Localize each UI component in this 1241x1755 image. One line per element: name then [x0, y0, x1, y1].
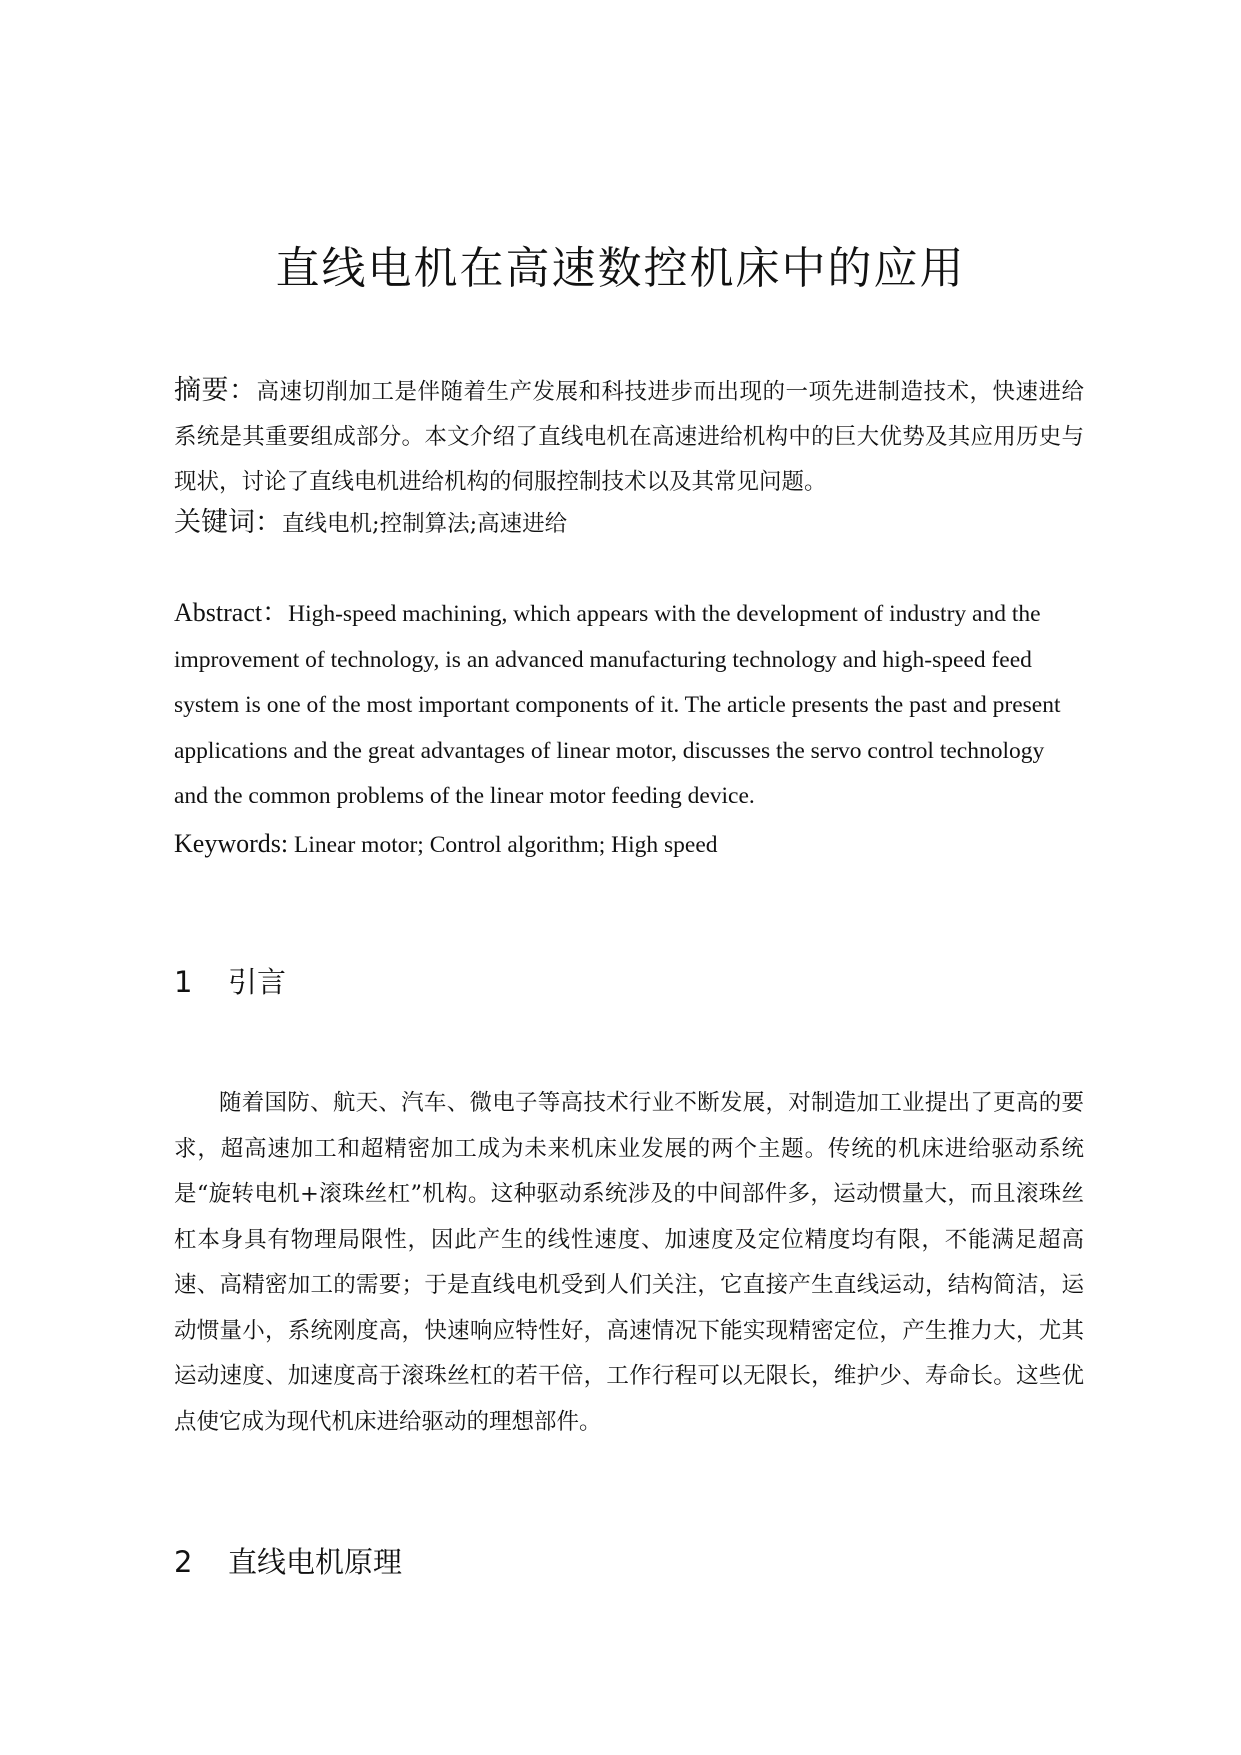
chinese-abstract — [174, 368, 1084, 505]
english-keywords-label: Keywords: — [174, 829, 289, 858]
chinese-abstract-label: 摘要： — [174, 375, 257, 406]
page-title: 直线电机在高速数控机床中的应用 — [275, 243, 966, 294]
section-title: 引言 — [228, 965, 287, 999]
section-number: 2 — [174, 1545, 193, 1579]
english-abstract-text: High-speed machining, which appears with the development of industry and the improvement of technology, is an advanced manufacturing technology and high-speed feed system is one of the most important components of it. The article presents the past and present applications and the great advantages of linear motor, discusses the servo control technology and the common problems of the linear motor feeding device. — [174, 601, 1061, 809]
english-keywords — [174, 826, 1084, 863]
chinese-keywords — [174, 505, 1084, 542]
chinese-abstract-text: 高速切削加工是伴随着生产发展和科技进步而出现的一项先进制造技术，快速进给系统是其重要组成部分。本文介绍了直线电机在高速进给机构中的巨大优势及其应用历史与现状，讨论了直线电机进给机构的伺服控制技术以及其常见问题。 — [174, 379, 1084, 495]
section-number: 1 — [174, 965, 193, 999]
english-keywords-text: Linear motor; Control algorithm; High speed — [293, 832, 718, 858]
chinese-keywords-label: 关键词： — [174, 507, 282, 538]
section-heading-linear-motor-principle — [174, 1540, 402, 1581]
section-heading-introduction — [174, 960, 286, 1001]
english-abstract — [174, 590, 1084, 820]
section-title: 直线电机原理 — [228, 1545, 403, 1579]
chinese-keywords-text: 直线电机;控制算法;高速进给 — [282, 511, 568, 537]
introduction-paragraph: 随着国防、航天、汽车、微电子等高技术行业不断发展，对制造加工业提出了更高的要求，超高速加工和超精密加工成为未来机床业发展的两个主题。传统的机床进给驱动系统是“旋转电机+滚珠丝杠”机构。这种驱动系统涉及的中间部件多，运动惯量大，而且滚珠丝杠本身具有物理局限性，因此产生的线性速度、加速度及定位精度均有限，不能满足超高速、高精密加工的需要；于是直线电机受到人们关注，它直接产生直线运动，结构简洁，运动惯量小，系统刚度高，快速响应特性好，高速情况下能实现精密定位，产生推力大，尤其运动速度、加速度高于滚珠丝杠的若干倍，工作行程可以无限长，维护少、寿命长。这些优点使它成为现代机床进给驱动的理想部件。 — [174, 1090, 1084, 1435]
english-abstract-label: Abstract： — [174, 598, 289, 627]
